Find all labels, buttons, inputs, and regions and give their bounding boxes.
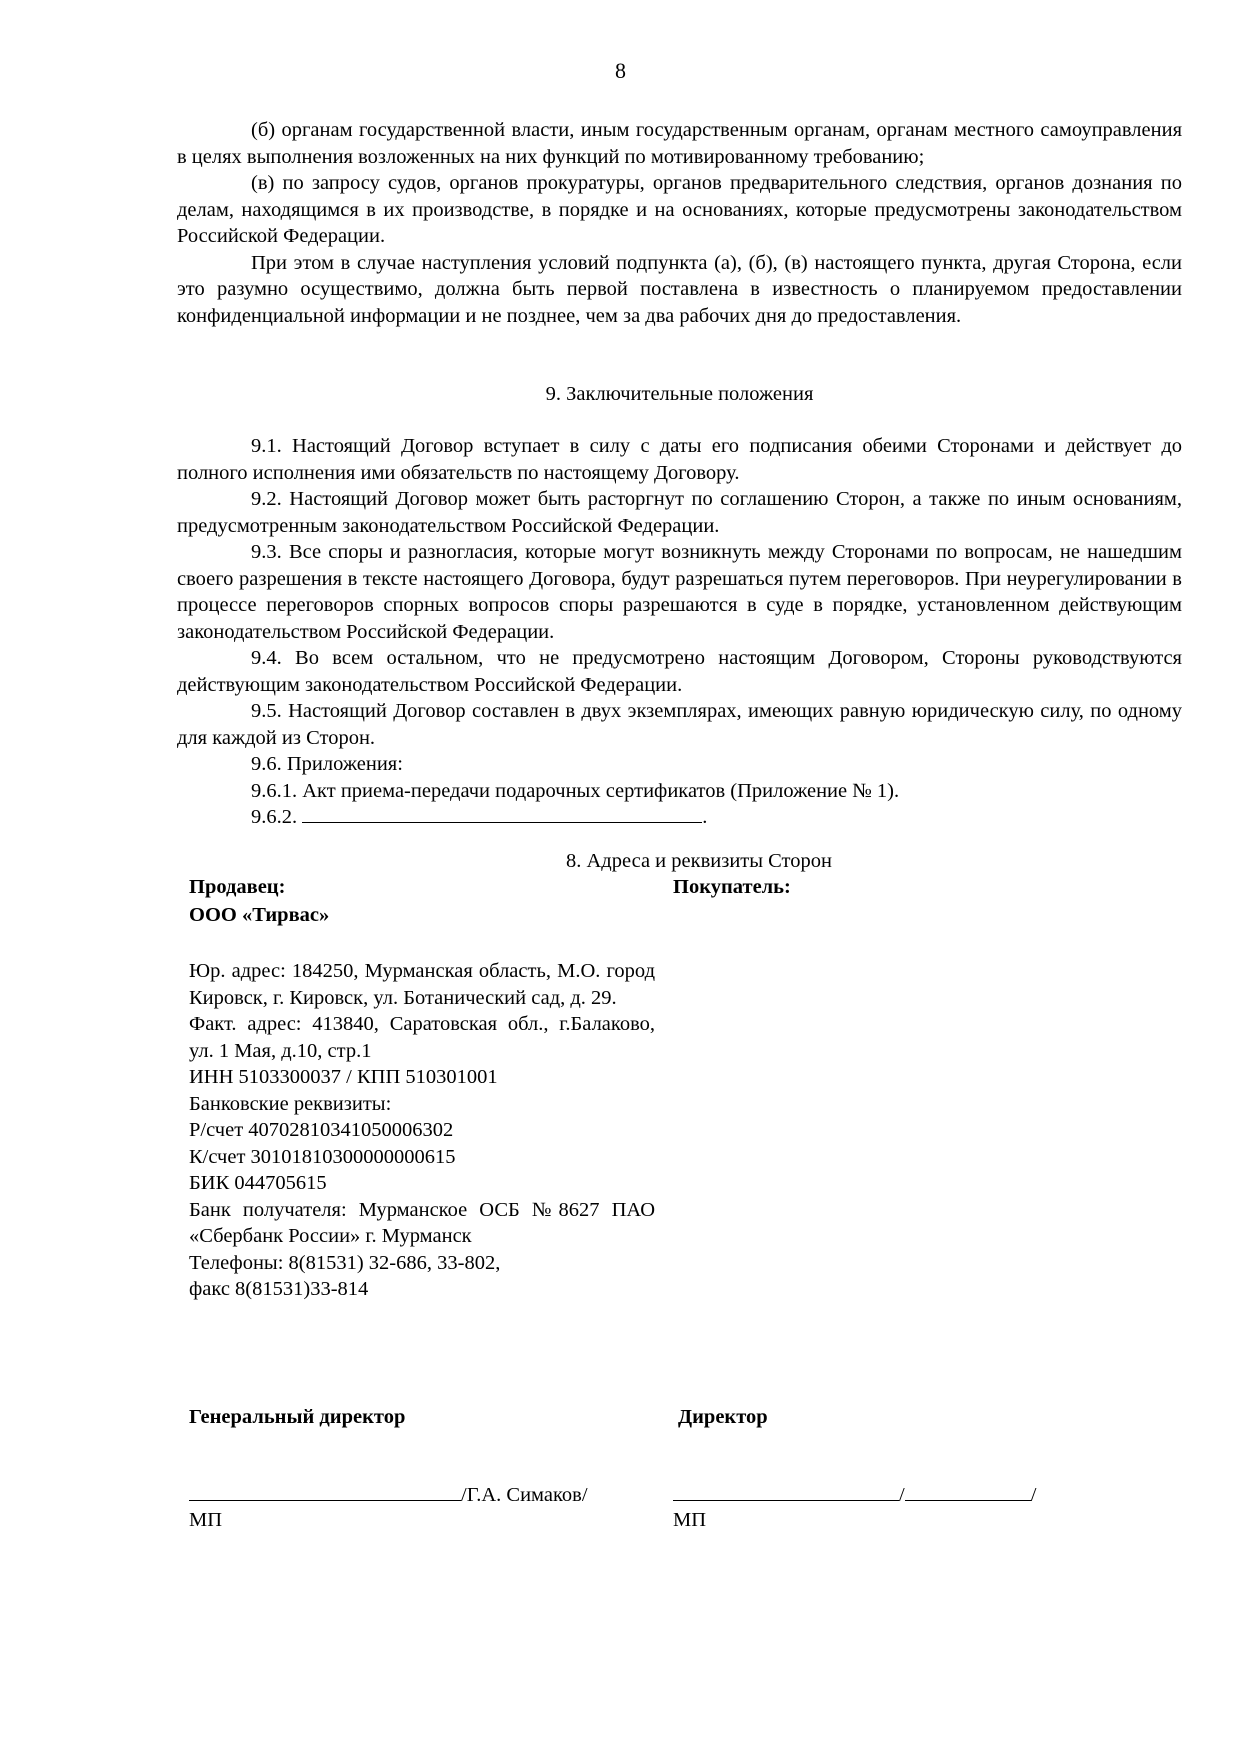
seller-name: ООО «Тирвас» xyxy=(189,904,330,926)
seller-signatory-title: Генеральный директор xyxy=(189,1406,406,1428)
clause-9-6-2 xyxy=(177,804,1182,831)
seller-signature-line xyxy=(189,1480,461,1501)
buyer-signature-line xyxy=(673,1480,899,1501)
seller-bank-header: Банковские реквизиты: xyxy=(189,1092,392,1115)
section9-heading-wrap xyxy=(177,381,1182,408)
seller-label: Продавец: xyxy=(189,876,286,898)
buyer-signature-row xyxy=(673,1480,1036,1509)
seller-inn-kpp: ИНН 5103300037 / КПП 510301001 xyxy=(189,1066,498,1088)
section9-title: 9. Заключительные положения xyxy=(545,383,814,405)
section8-title: 8. Адреса и реквизиты Сторон xyxy=(566,850,832,872)
paragraph-v: (в) по запросу судов, органов прокуратуры, органов предварительного следствия, органов дознания по делам, находящимся в их производстве, в порядке и на основаниях, которые предусмотрены законодательством Российской Федерации. xyxy=(177,172,1182,247)
clause-9-6-2-suffix: . xyxy=(702,806,708,828)
seller-fax: факс 8(81531)33-814 xyxy=(189,1278,369,1300)
paragraph-notice: При этом в случае наступления условий подпункта (а), (б), (в) настоящего пункта, другая Сторона, если это разумно осуществимо, должна быть первой поставлена в известность о планируемом предоставлении конфиденциальной информации и не позднее, чем за два рабочих дня до предоставления. xyxy=(177,251,1182,327)
clause-9-5: 9.5. Настоящий Договор составлен в двух экземплярах, имеющих равную юридическую силу, по одному для каждой из Сторон. xyxy=(177,700,1182,749)
seller-bank-name: Банк получателя: Мурманское ОСБ №8627 ПАО «Сбербанк России» г. Мурманск xyxy=(189,1198,655,1247)
seller-legal-address: Юр. адрес: 184250, Мурманская область, М.О. город Кировск, г. Кировск, ул. Ботанический сад, д. 29. xyxy=(189,960,655,1009)
paragraph-b: (б) органам государственной власти, иным государственным органам, органам местного самоуправления в целях выполнения возложенных на них функций по мотивированному требованию; xyxy=(177,119,1182,168)
clause-9-6: 9.6. Приложения: xyxy=(251,753,403,775)
clause-9-6-1: 9.6.1. Акт приема-передачи подарочных сертификатов (Приложение № 1). xyxy=(251,779,900,802)
attachment-blank-line xyxy=(302,804,702,823)
seller-account: Р/счет 40702810341050006302 xyxy=(189,1119,454,1141)
buyer-slash-2: / xyxy=(1030,1484,1037,1506)
buyer-signatory-title: Директор xyxy=(678,1406,768,1428)
clause-9-4: 9.4. Во всем остальном, что не предусмотрено настоящим Договором, Стороны руководствуются действующим законодательством Российской Федерации. xyxy=(177,647,1182,696)
clause-9-6-2-prefix: 9.6.2. xyxy=(251,806,298,828)
section9-clauses xyxy=(177,433,1182,831)
seller-phones: Телефоны: 8(81531) 32-686, 33-802, xyxy=(189,1251,501,1274)
seller-bik: БИК 044705615 xyxy=(189,1172,327,1194)
clause-9-3: 9.3. Все споры и разногласия, которые могут возникнуть между Сторонами по вопросам, не нашедшим своего разрешения в тексте настоящего Договора, будут разрешаться путем переговоров. При неурегулировании в процессе переговоров спорных вопросов споры разрешаются в суде в порядке, установленном действующим законодательством Российской Федерации. xyxy=(177,541,1182,643)
clause-9-2: 9.2. Настоящий Договор может быть расторгнут по соглашению Сторон, а также по иным основаниям, предусмотренным законодательством Российской Федерации. xyxy=(177,488,1182,537)
seller-stamp: МП xyxy=(189,1509,223,1531)
seller-signature-row xyxy=(189,1480,588,1509)
seller-signatory-name: /Г.А. Симаков/ xyxy=(461,1484,588,1506)
intro-block xyxy=(177,117,1182,329)
seller-corr-account: К/счет 30101810300000000615 xyxy=(189,1145,456,1168)
seller-actual-address: Факт. адрес: 413840, Саратовская обл., г.Балаково, ул. 1 Мая, д.10, стр.1 xyxy=(189,1013,655,1062)
buyer-stamp: МП xyxy=(673,1509,707,1531)
buyer-label: Покупатель: xyxy=(673,876,791,898)
buyer-slash-1: / xyxy=(899,1484,905,1506)
clause-9-1: 9.1. Настоящий Договор вступает в силу с даты его подписания обеими Сторонами и действует до полного исполнения ими обязательств по настоящему Договору. xyxy=(177,435,1182,484)
page-number: 8 xyxy=(615,58,626,83)
buyer-name-line xyxy=(905,1480,1031,1501)
seller-details xyxy=(189,958,655,1303)
